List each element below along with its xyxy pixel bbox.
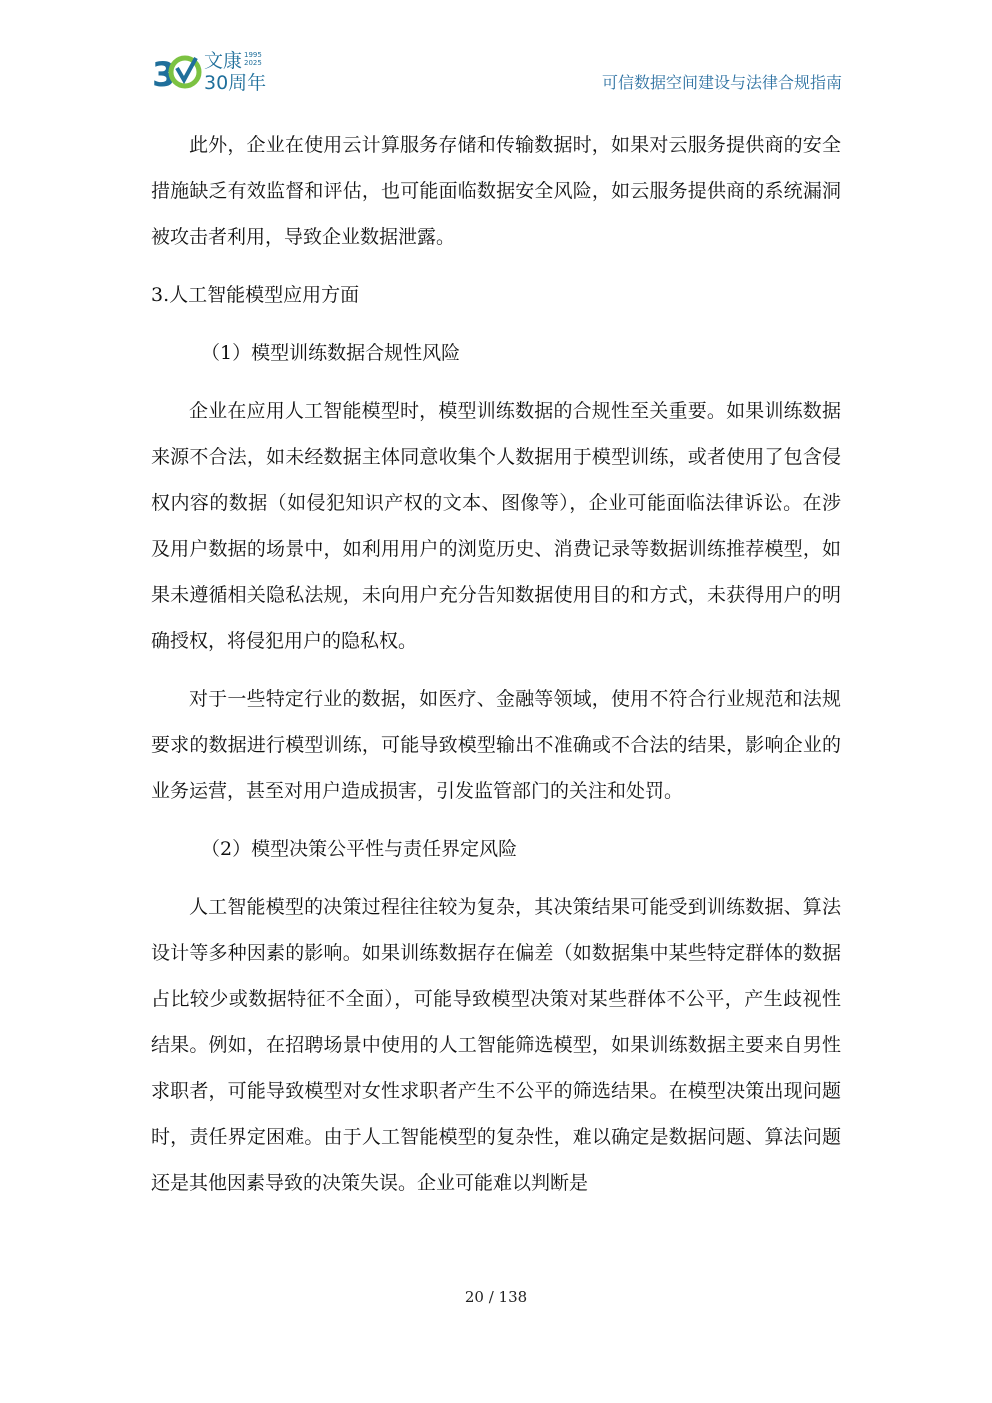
subsection-heading-training-data: （1）模型训练数据合规性风险 xyxy=(201,342,461,364)
svg-text:3: 3 xyxy=(152,55,176,94)
logo-30-mark-icon xyxy=(152,50,204,94)
paragraph-fairness-liability: 人工智能模型的决策过程往往较为复杂，其决策结果可能受到训练数据、算法设计等多种因素的影响。如果训练数据存在偏差（如数据集中某些特定群体的数据占比较少或数据特征不全面），可能导致模型决策对某些群体不公平，产生歧视性结果。例如，在招聘场景中使用的人工智能筛选模型，如果训练数据主要来自男性求职者，可能导致模型对女性求职者产生不公平的筛选结果。在模型决策出现问题时，责任界定困难。由于人工智能模型的复杂性，难以确定是数据问题、算法问题还是其他因素导致的决策失误。企业可能难以判断是 xyxy=(151,896,841,1194)
paragraph-training-data-compliance: 企业在应用人工智能模型时，模型训练数据的合规性至关重要。如果训练数据来源不合法，如未经数据主体同意收集个人数据用于模型训练，或者使用了包含侵权内容的数据（如侵犯知识产权的文本、图像等），企业可能面临法律诉讼。在涉及用户数据的场景中，如利用用户的浏览历史、消费记录等数据训练推荐模型，如果未遵循相关隐私法规，未向用户充分告知数据使用目的和方式，未获得用户的明确授权，将侵犯用户的隐私权。 xyxy=(151,400,841,652)
logo-year-start: 1995 xyxy=(244,51,262,59)
page-content xyxy=(151,122,841,1218)
paragraph-industry-data: 对于一些特定行业的数据，如医疗、金融等领域，使用不符合行业规范和法规要求的数据进行模型训练，可能导致模型输出不准确或不合法的结果，影响企业的业务运营，甚至对用户造成损害，引发监管部门的关注和处罚。 xyxy=(151,688,841,802)
section-heading-ai-model: 3.人工智能模型应用方面 xyxy=(151,284,360,306)
logo-years xyxy=(244,51,262,67)
logo-year-end: 2025 xyxy=(244,59,262,67)
logo-anniversary: 30周年 xyxy=(204,72,267,94)
page-number: 20 / 138 xyxy=(464,1288,528,1306)
document-title: 可信数据空间建设与法律合规指南 xyxy=(601,73,842,92)
paragraph-cloud-risk: 此外，企业在使用云计算服务存储和传输数据时，如果对云服务提供商的安全措施缺乏有效监督和评估，也可能面临数据安全风险，如云服务提供商的系统漏洞被攻击者利用，导致企业数据泄露。 xyxy=(151,134,841,248)
subsection-heading-fairness: （2）模型决策公平性与责任界定风险 xyxy=(201,838,518,860)
logo-name: 文康 xyxy=(204,50,243,72)
logo xyxy=(152,50,282,94)
